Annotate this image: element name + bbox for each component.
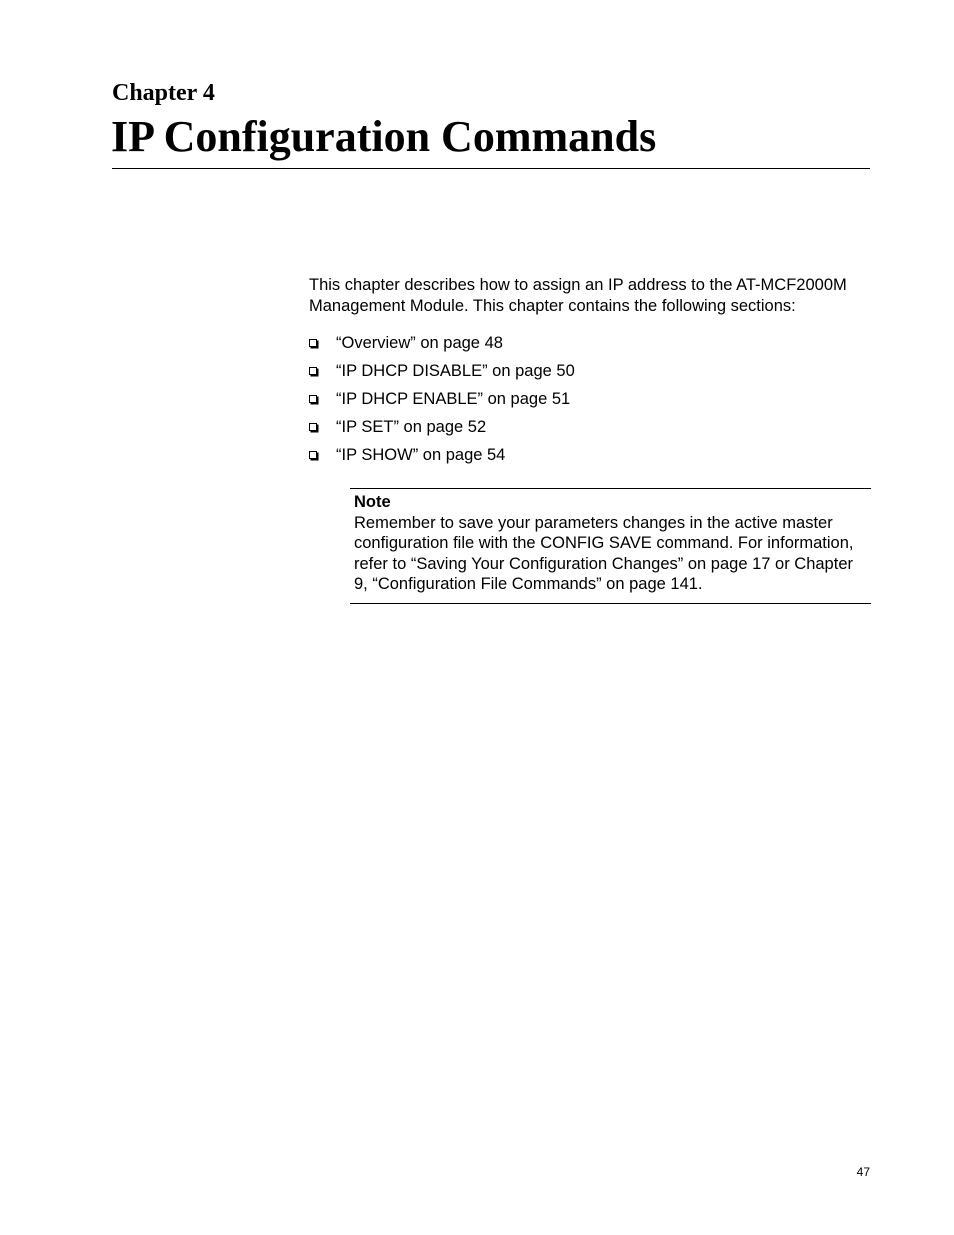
checkbox-bullet-icon [309, 451, 317, 459]
note-heading: Note [354, 493, 391, 511]
checkbox-bullet-icon [309, 367, 317, 375]
list-item[interactable] [309, 444, 869, 472]
list-item[interactable] [309, 332, 869, 360]
section-link-ip-show[interactable]: “IP SHOW” on page 54 [336, 446, 506, 464]
section-link-ip-set[interactable]: “IP SET” on page 52 [336, 418, 487, 436]
checkbox-bullet-icon [309, 339, 317, 347]
note-body: Remember to save your parameters changes in the active master configuration file with the CONFIG SAVE command. For information, refer to “Saving Your Configuration Changes” on page 17 or Chapter 9, “Configuration File Commands” on page 141. [354, 513, 854, 593]
checkbox-bullet-icon [309, 395, 317, 403]
list-item[interactable] [309, 416, 869, 444]
page-number: 47 [856, 1165, 870, 1179]
list-item[interactable] [309, 360, 869, 388]
title-divider [112, 168, 870, 169]
intro-paragraph: This chapter describes how to assign an IP address to the AT-MCF2000M Management Module. This chapter contains the following sections: [309, 276, 847, 315]
checkbox-bullet-icon [309, 423, 317, 431]
section-link-overview[interactable]: “Overview” on page 48 [336, 334, 503, 352]
section-list [309, 332, 869, 472]
note-box [350, 488, 871, 604]
list-item[interactable] [309, 388, 869, 416]
section-link-ip-dhcp-enable[interactable]: “IP DHCP ENABLE” on page 51 [336, 390, 571, 408]
chapter-title: IP Configuration Commands [111, 112, 657, 161]
chapter-label: Chapter 4 [112, 80, 215, 106]
section-link-ip-dhcp-disable[interactable]: “IP DHCP DISABLE” on page 50 [336, 362, 575, 380]
